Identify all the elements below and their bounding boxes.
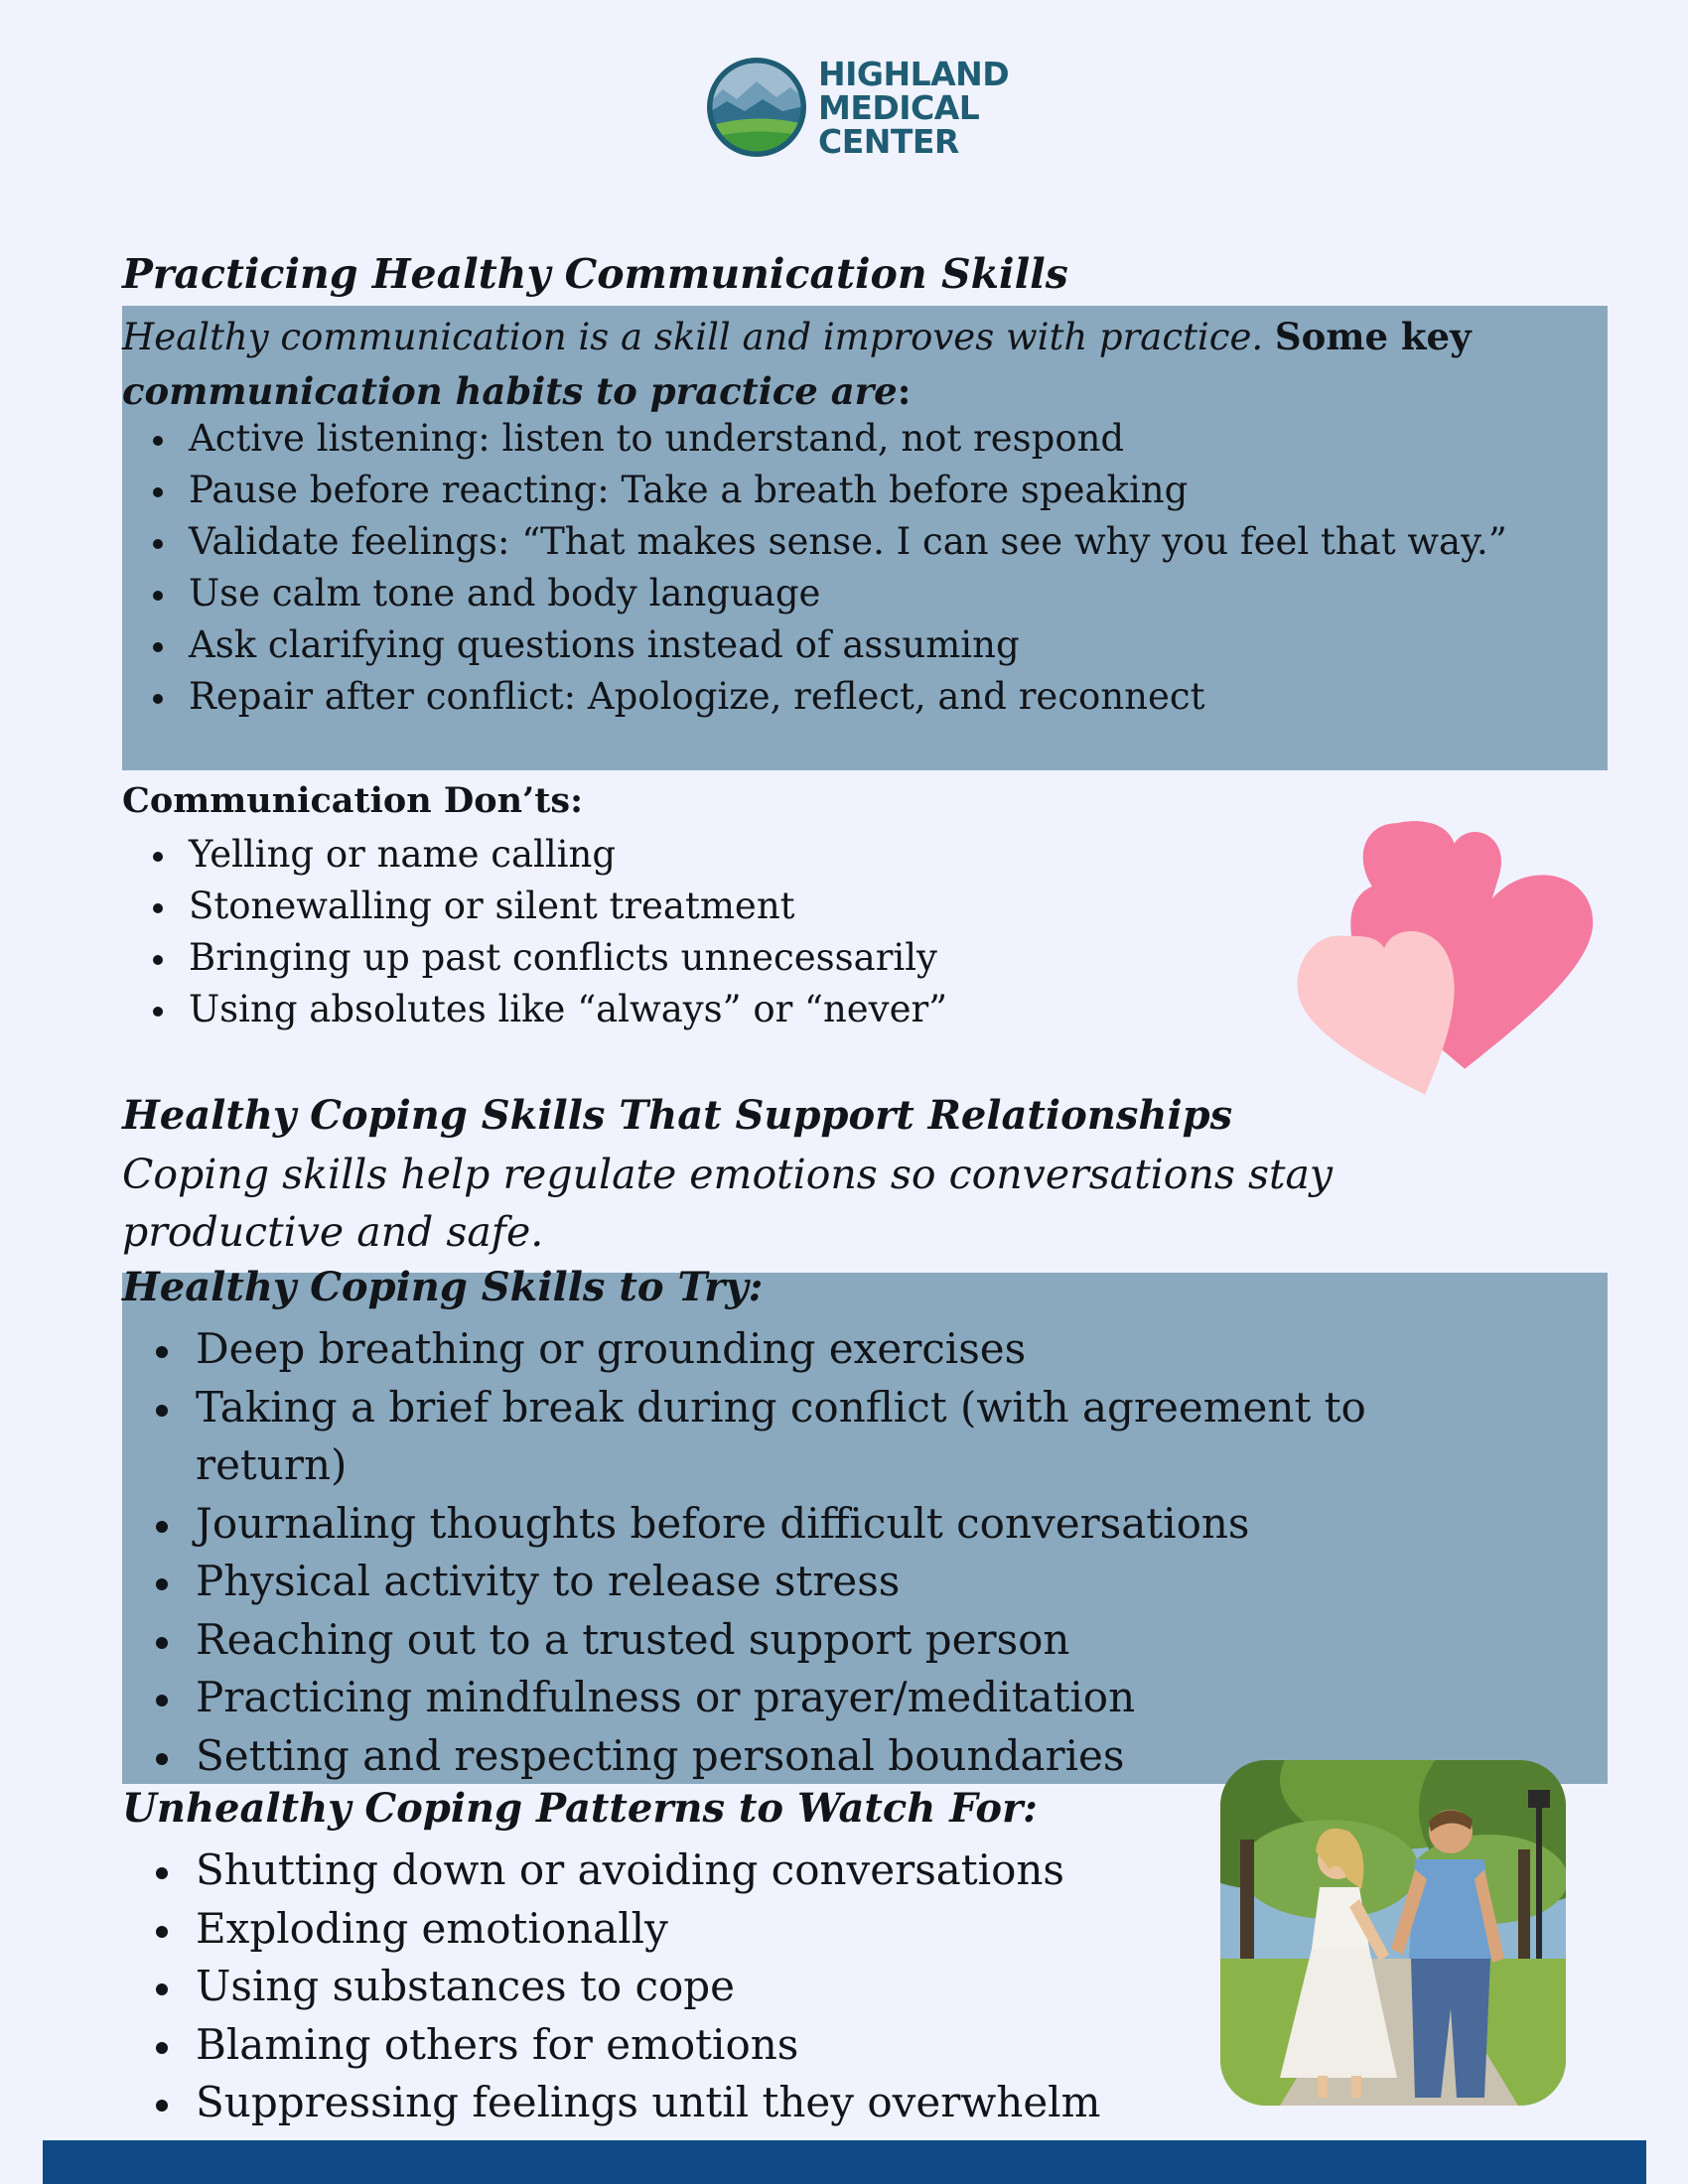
heart-icon-front <box>1298 931 1455 1095</box>
list-item-text: Using absolutes like “always” or “never” <box>189 988 948 1030</box>
list-item-text: Reaching out to a trusted support person <box>196 1614 1070 1664</box>
communication-intro-italic: Healthy communication is a skill and improves with practice. <box>122 316 1275 358</box>
list-item <box>189 829 947 881</box>
list-item <box>189 932 947 984</box>
hearts-illustration <box>1291 804 1618 1102</box>
bullet-icon <box>156 1637 168 1649</box>
list-item <box>196 1495 1366 1554</box>
list-item-text: Journaling thoughts before difficult conversations <box>196 1498 1250 1548</box>
bullet-icon <box>156 1983 168 1995</box>
bullet-icon <box>156 1521 168 1533</box>
logo-wordmark <box>818 55 1010 161</box>
list-item-text: Deep breathing or grounding exercises <box>196 1324 1027 1373</box>
list-item-text: Pause before reacting: Take a breath before speaking <box>189 469 1189 511</box>
list-item <box>196 1900 1100 1959</box>
communication-intro-colon: : <box>897 369 912 413</box>
list-item-text-continuation: return) <box>196 1440 348 1489</box>
list-item <box>189 465 1507 516</box>
communication-skills-heading: Practicing Healthy Communication Skills <box>122 250 1068 298</box>
bullet-icon <box>153 1007 163 1017</box>
list-item <box>189 516 1507 568</box>
list-item-text: Validate feelings: “That makes sense. I can see why you feel that way.” <box>189 520 1507 563</box>
list-item <box>189 881 947 932</box>
bullet-icon <box>153 591 163 601</box>
logo-line-3: CENTER <box>818 122 959 161</box>
list-item-text: Setting and respecting personal boundaries <box>196 1730 1125 1780</box>
list-item-text: Yelling or name calling <box>189 833 617 876</box>
coping-skills-intro <box>122 1146 1413 1261</box>
list-item-text: Taking a brief break during conflict (with agreement to <box>196 1382 1366 1432</box>
list-item <box>196 1958 1100 2016</box>
list-item-text: Exploding emotionally <box>196 1903 668 1953</box>
communication-donts-list <box>189 829 947 1035</box>
list-item-text: Active listening: listen to understand, not respond <box>189 417 1125 460</box>
list-item-text: Shutting down or avoiding conversations <box>196 1845 1064 1894</box>
list-item <box>189 984 947 1035</box>
list-item-text: Suppressing feelings until they overwhelm <box>196 2078 1101 2126</box>
unhealthy-coping-heading: Unhealthy Coping Patterns to Watch For: <box>122 1785 1038 1832</box>
logo-line-1: HIGHLAND <box>818 55 1010 93</box>
coping-skills-to-try-heading: Healthy Coping Skills to Try: <box>122 1264 764 1310</box>
list-item <box>196 1842 1100 1900</box>
bullet-icon <box>153 903 163 913</box>
list-item <box>189 568 1507 619</box>
list-item <box>196 1553 1366 1611</box>
list-item <box>196 1320 1366 1379</box>
communication-donts-heading: Communication Don’ts: <box>122 780 584 821</box>
list-item <box>196 1669 1366 1727</box>
bullet-icon <box>153 539 163 549</box>
list-item <box>189 413 1507 465</box>
list-item-text: Ask clarifying questions instead of assuming <box>189 623 1020 666</box>
bullet-icon <box>153 955 163 965</box>
logo-line-2: MEDICAL <box>818 88 980 127</box>
list-item-text: Repair after conflict: Apologize, reflect, and reconnect <box>189 675 1205 718</box>
list-item-text: Bringing up past conflicts unnecessarily <box>189 936 937 979</box>
list-item <box>196 2016 1100 2075</box>
list-item-text: Physical activity to release stress <box>196 1557 901 1605</box>
couple-walking-photo <box>1220 1760 1566 2106</box>
list-item <box>196 2074 1100 2132</box>
footer-bar <box>43 2140 1646 2184</box>
list-item-text: Practicing mindfulness or prayer/meditation <box>196 1673 1136 1721</box>
bullet-icon <box>156 1695 168 1706</box>
bullet-icon <box>156 1578 168 1590</box>
list-item <box>189 671 1507 723</box>
bullet-icon <box>156 1753 168 1765</box>
coping-intro-line-2: productive and safe. <box>122 1208 544 1256</box>
bullet-icon <box>153 694 163 704</box>
list-item-text: Use calm tone and body language <box>189 572 821 614</box>
bullet-icon <box>153 487 163 497</box>
mountain-logo-icon <box>705 56 808 159</box>
bullet-icon <box>153 642 163 652</box>
list-item <box>196 1611 1366 1670</box>
communication-habits-list <box>189 413 1507 723</box>
bullet-icon <box>156 1346 168 1358</box>
bullet-icon <box>156 1405 168 1417</box>
coping-skills-to-try-list <box>196 1320 1366 1785</box>
unhealthy-coping-list <box>196 1842 1100 2132</box>
coping-skills-heading: Healthy Coping Skills That Support Relationships <box>122 1092 1233 1139</box>
bullet-icon <box>156 1867 168 1879</box>
communication-intro <box>122 310 1592 419</box>
bullet-icon <box>156 2100 168 2112</box>
list-item-text: Stonewalling or silent treatment <box>189 885 795 927</box>
list-item <box>196 1379 1366 1495</box>
list-item-text: Blaming others for emotions <box>196 2019 799 2069</box>
bullet-icon <box>156 1926 168 1938</box>
bullet-icon <box>153 852 163 862</box>
bullet-icon <box>153 436 163 446</box>
communication-intro-bold-2: communication habits to practice are <box>122 369 898 413</box>
highland-medical-center-logo <box>705 56 1062 165</box>
list-item <box>196 1727 1366 1786</box>
list-item <box>189 619 1507 671</box>
communication-intro-bold-1: Some key <box>1274 315 1472 358</box>
coping-intro-line-1: Coping skills help regulate emotions so conversations stay <box>122 1151 1334 1198</box>
bullet-icon <box>156 2042 168 2054</box>
couple-walking-illustration <box>1220 1760 1566 2106</box>
list-item-text: Using substances to cope <box>196 1962 736 2010</box>
